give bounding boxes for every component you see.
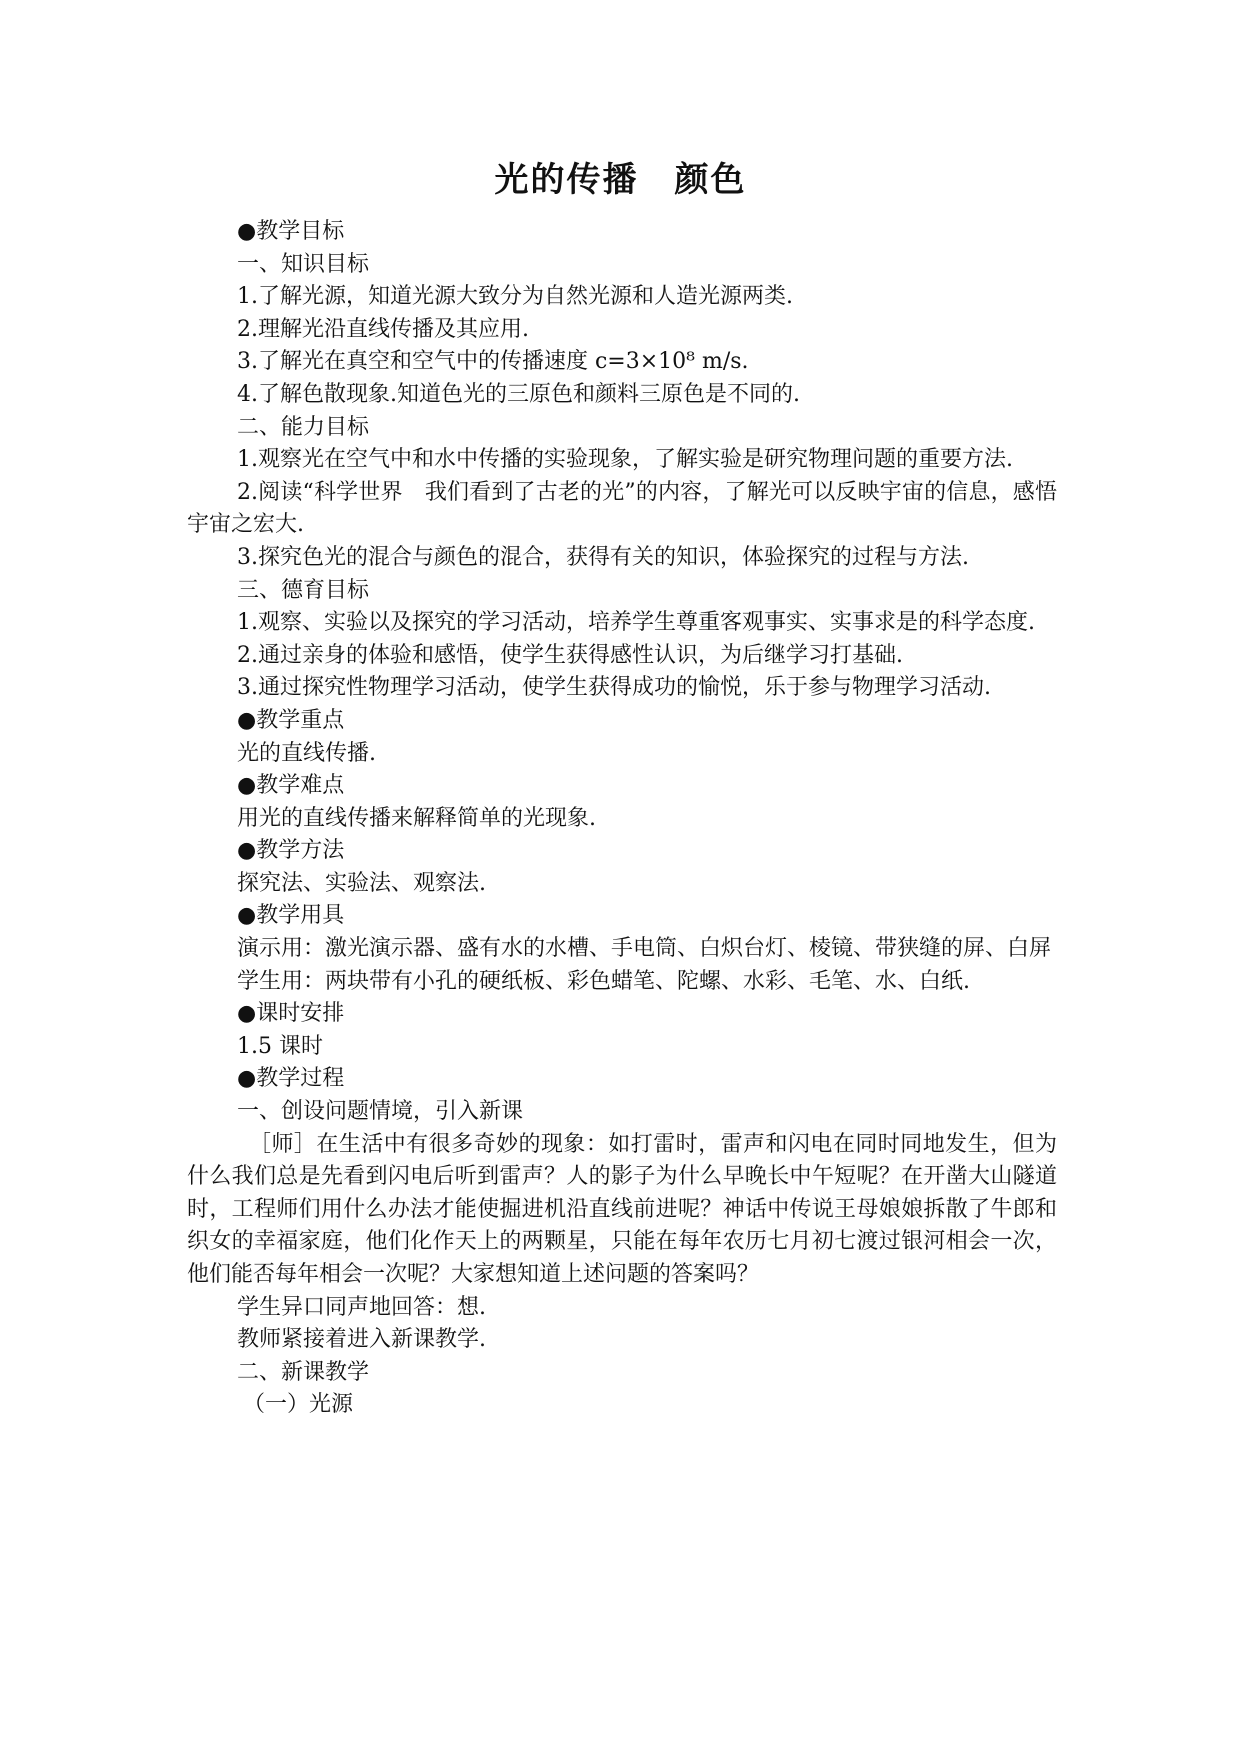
moral-item-2: 2.通过亲身的体验和感悟，使学生获得感性认识，为后继学习打基础. <box>237 642 903 668</box>
document-body <box>187 216 1057 1422</box>
key-point-text: 光的直线传播. <box>237 740 376 766</box>
section-heading-schedule: ●课时安排 <box>237 1001 345 1027</box>
subheading-ability: 二、能力目标 <box>237 414 370 440</box>
knowledge-item-3: 3.了解光在真空和空气中的传播速度 c=3×10⁸ m/s. <box>237 349 749 375</box>
subheading-knowledge: 一、知识目标 <box>237 251 370 277</box>
moral-item-1: 1.观察、实验以及探究的学习活动，培养学生尊重客观事实、实事求是的科学态度. <box>237 610 1035 636</box>
process-step-1: 一、创设问题情境，引入新课 <box>237 1099 524 1125</box>
section-heading-difficult: ●教学难点 <box>237 773 345 799</box>
method-text: 探究法、实验法、观察法. <box>237 870 486 896</box>
teacher-paragraph: ［师］在生活中有很多奇妙的现象：如打雷时，雷声和闪电在同时同地发生，但为什么我们总是先看到闪电后听到雷声？人的影子为什么早晚长中午短呢？在开凿大山隧道时，工程师们用什么办法才能使掘进机沿直线前进呢？神话中传说王母娘娘拆散了牛郎和织女的幸福家庭，他们化作天上的两颗星，只能在每年农历七月初七渡过银河相会一次，他们能否每年相会一次呢？大家想知道上述问题的答案吗？ <box>187 1131 1057 1287</box>
moral-item-3: 3.通过探究性物理学习活动，使学生获得成功的愉悦，乐于参与物理学习活动. <box>237 675 991 701</box>
section-heading-method: ●教学方法 <box>237 838 345 864</box>
knowledge-item-4: 4.了解色散现象.知道色光的三原色和颜料三原色是不同的. <box>237 381 800 407</box>
knowledge-item-1: 1.了解光源，知道光源大致分为自然光源和人造光源两类. <box>237 284 793 310</box>
student-reply: 学生异口同声地回答：想. <box>237 1294 486 1320</box>
difficult-point-text: 用光的直线传播来解释简单的光现象. <box>237 805 596 831</box>
teacher-next: 教师紧接着进入新课教学. <box>237 1327 486 1353</box>
ability-item-3: 3.探究色光的混合与颜色的混合，获得有关的知识，体验探究的过程与方法. <box>237 544 969 570</box>
section-heading-process: ●教学过程 <box>237 1066 345 1092</box>
section-heading-tools: ●教学用具 <box>237 903 345 929</box>
section-heading-key: ●教学重点 <box>237 707 345 733</box>
tools-demo-text: 演示用：激光演示器、盛有水的水槽、手电筒、白炽台灯、棱镜、带狭缝的屏、白屏 <box>237 936 1052 962</box>
knowledge-item-2: 2.理解光沿直线传播及其应用. <box>237 316 529 342</box>
section-heading-goals: ●教学目标 <box>237 219 345 244</box>
subsection-light-source: （一）光源 <box>243 1392 354 1418</box>
tools-student-text: 学生用：两块带有小孔的硬纸板、彩色蜡笔、陀螺、水彩、毛笔、水、白纸. <box>237 968 970 994</box>
schedule-text: 1.5 课时 <box>237 1033 323 1059</box>
subheading-moral: 三、德育目标 <box>237 577 370 603</box>
ability-item-1: 1.观察光在空气中和水中传播的实验现象，了解实验是研究物理问题的重要方法. <box>237 447 1013 473</box>
ability-item-2: 2.阅读“科学世界 我们看到了古老的光”的内容，了解光可以反映宇宙的信息，感悟宇宙之宏大. <box>187 479 1057 538</box>
document-title: 光的传播 颜色 <box>494 160 747 200</box>
process-step-2: 二、新课教学 <box>237 1359 370 1385</box>
